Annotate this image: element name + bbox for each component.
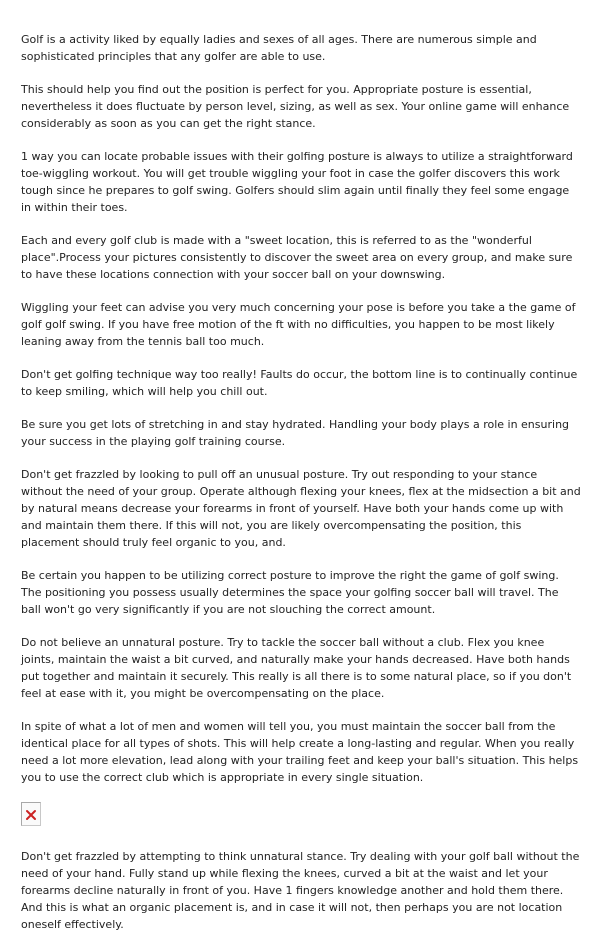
article-body [21,31,581,949]
article-paragraph: In spite of what a lot of men and women will tell you, you must maintain the soccer ball from the identical place for all types of shots. This will help create a long-lasting and regular. When you really need a lot more elevation, lead along with your trailing feet and keep your ball's situation. This helps you to use the correct club which is appropriate in every single situation. [21,720,579,784]
article-paragraph: Golf is a activity liked by equally ladies and sexes of all ages. There are numerous simple and sophisticated principles that any golfer are able to use. [21,33,537,63]
article-paragraph: Do not believe an unnatural posture. Try to tackle the soccer ball without a club. Flex you knee joints, maintain the waist a bit curved, and naturally make your hands decreased. Have both hands put together and maintain it securely. This really is all there is to some natural place, so if you don't feel at ease with it, you might be overcompensating on the place. [21,636,572,700]
article-paragraph: Don't get golfing technique way too really! Faults do occur, the bottom line is to continually continue to keep smiling, which will help you chill out. [21,368,578,398]
article-paragraph: Wiggling your feet can advise you very much concerning your pose is before you take a the game of golf golf swing. If you have free motion of the ft with no difficulties, you happen to be most likely leaning away from the tennis ball too much. [21,301,576,348]
broken-image-icon [25,809,37,821]
article-paragraph: Be sure you get lots of stretching in and stay hydrated. Handling your body plays a role in ensuring your success in the playing golf training course. [21,418,570,448]
broken-image-placeholder [21,802,41,826]
article-paragraph: Be certain you happen to be utilizing correct posture to improve the right the game of golf swing. The positioning you possess usually determines the space your golfing soccer ball will travel. The ball won't go very significantly if you are not slouching the correct amount. [21,569,559,616]
article-paragraph: Don't get frazzled by attempting to think unnatural stance. Try dealing with your golf ball without the need of your hand. Fully stand up while flexing the knees, curved a bit at the waist and let your forearms decline naturally in front of you. Have 1 fingers knowledge another and hold them there. And this is what an organic placement is, and in case it will not, then perhaps you are not location oneself effectively. [21,850,580,931]
article-paragraph: This should help you find out the position is perfect for you. Appropriate posture is essential, nevertheless it does fluctuate by person level, sizing, as well as sex. Your online game will enhance considerably as soon as you can get the right stance. [21,83,570,130]
article-paragraph: 1 way you can locate probable issues with their golfing posture is always to utilize a straightforward toe-wiggling workout. You will get trouble wiggling your foot in case the golfer discovers this work tough since he prepares to golf swing. Golfers should slim again until finally they feel some engage in within their toes. [21,150,573,214]
article-paragraph: Each and every golf club is made with a "sweet location, this is referred to as the "wonderful place".Process your pictures consistently to discover the sweet area on every group, and make sure to have these locations connection with your soccer ball on your downswing. [21,234,573,281]
article-paragraph: Don't get frazzled by looking to pull off an unusual posture. Try out responding to your stance without the need of your group. Operate although flexing your knees, flex at the midsection a bit and by natural means decrease your forearms in front of yourself. Have both your hands come up with and maintain them there. If this will not, you are likely overcompensating the position, this placement should truly feel organic to you, and. [21,468,581,549]
